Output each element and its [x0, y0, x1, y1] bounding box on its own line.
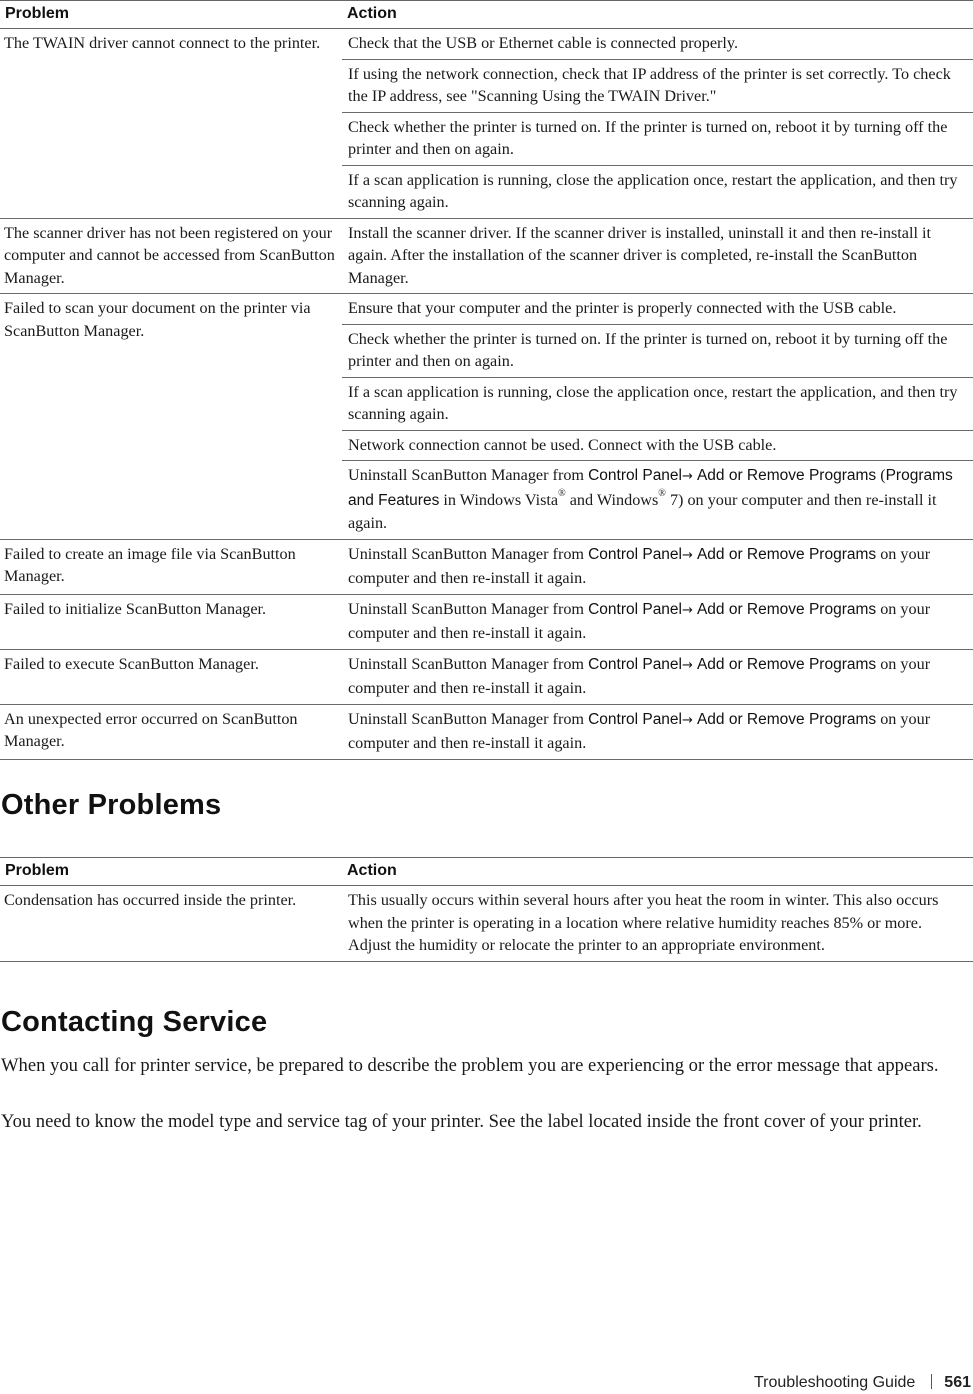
programs-and-features-label: Programs and Features — [348, 467, 953, 509]
add-remove-programs-label: Add or Remove Programs — [696, 545, 877, 563]
action-cell: If using the network connection, check that IP address of the printer is set correctly. To check the IP address, see "Scanning Using the TWAIN Driver." — [342, 59, 973, 112]
service-paragraph-1: When you call for printer service, be prepared to describe the problem you are experiencing or the error message that appears. — [1, 1055, 939, 1076]
page-number: 561 — [944, 1374, 971, 1391]
arrow-icon: → — [682, 657, 693, 673]
action-cell: Uninstall ScanButton Manager from Control Panel→ Add or Remove Programs on your computer and then re-install it again. — [342, 649, 973, 704]
table-row — [0, 294, 973, 325]
contacting-service-heading: Contacting Service — [1, 1006, 268, 1038]
arrow-icon: → — [682, 469, 693, 484]
table-row — [0, 29, 973, 60]
arrow-icon: → — [682, 602, 693, 618]
problem-cell: Failed to initialize ScanButton Manager. — [0, 594, 342, 649]
other-problems-heading: Other Problems — [1, 789, 222, 821]
footer-label: Troubleshooting Guide — [754, 1374, 916, 1391]
action-cell: Uninstall ScanButton Manager from Control Panel→ Add or Remove Programs (Programs and Features in Windows Vista® and Windows® 7) on your computer and then re-install it again. — [342, 461, 973, 540]
arrow-icon: → — [682, 547, 693, 563]
control-panel-label: Control Panel — [588, 467, 682, 484]
action-cell: Network connection cannot be used. Connect with the USB cable. — [342, 430, 973, 461]
problem-cell: The TWAIN driver cannot connect to the printer. — [0, 29, 342, 219]
control-panel-label: Control Panel — [588, 710, 682, 728]
problem-cell: Failed to create an image file via ScanButton Manager. — [0, 539, 342, 594]
action-cell: If a scan application is running, close the application once, restart the application, and then try scanning again. — [342, 165, 973, 218]
action-cell: Uninstall ScanButton Manager from Control Panel→ Add or Remove Programs on your computer and then re-install it again. — [342, 704, 973, 759]
add-remove-programs-label: Add or Remove Programs — [696, 467, 877, 484]
add-remove-programs-label: Add or Remove Programs — [696, 710, 877, 728]
action-cell: Check whether the printer is turned on. If the printer is turned on, reboot it by turning off the printer and then on again. — [342, 324, 973, 377]
arrow-icon: → — [682, 712, 693, 728]
page-footer — [754, 1374, 971, 1392]
action-cell: Install the scanner driver. If the scanner driver is installed, uninstall it and then re-install it again. After the installation of the scanner driver is completed, re-install the ScanButton Manager. — [342, 218, 973, 294]
table-row — [0, 704, 973, 759]
table-row — [0, 594, 973, 649]
problem-cell: Failed to execute ScanButton Manager. — [0, 649, 342, 704]
action-cell: Uninstall ScanButton Manager from Control Panel→ Add or Remove Programs on your computer and then re-install it again. — [342, 539, 973, 594]
action-cell: Ensure that your computer and the printer is properly connected with the USB cable. — [342, 294, 973, 325]
table-row — [0, 218, 973, 294]
action-column-header: Action — [342, 1, 973, 29]
footer-divider — [931, 1374, 932, 1389]
action-cell: If a scan application is running, close the application once, restart the application, and then try scanning again. — [342, 377, 973, 430]
action-column-header: Action — [342, 858, 973, 886]
problem-cell: An unexpected error occurred on ScanButton Manager. — [0, 704, 342, 759]
control-panel-label: Control Panel — [588, 600, 682, 618]
control-panel-label: Control Panel — [588, 655, 682, 673]
action-cell: This usually occurs within several hours after you heat the room in winter. This also occurs when the printer is operating in a location where relative humidity reaches 85% or more. Adjust the humidity or relocate the printer to an appropriate environment. — [342, 886, 973, 962]
add-remove-programs-label: Add or Remove Programs — [696, 600, 877, 618]
table-header-row — [0, 1, 973, 29]
table-row — [0, 649, 973, 704]
other-problems-table — [0, 857, 973, 962]
control-panel-label: Control Panel — [588, 545, 682, 563]
problem-column-header: Problem — [0, 1, 342, 29]
add-remove-programs-label: Add or Remove Programs — [696, 655, 877, 673]
problem-cell: Condensation has occurred inside the printer. — [0, 886, 342, 962]
problem-cell: Failed to scan your document on the printer via ScanButton Manager. — [0, 294, 342, 540]
action-cell: Uninstall ScanButton Manager from Control Panel→ Add or Remove Programs on your computer and then re-install it again. — [342, 594, 973, 649]
problem-column-header: Problem — [0, 858, 342, 886]
action-cell: Check whether the printer is turned on. If the printer is turned on, reboot it by turning off the printer and then on again. — [342, 112, 973, 165]
table-row — [0, 886, 973, 962]
service-paragraph-2: You need to know the model type and service tag of your printer. See the label located inside the front cover of your printer. — [1, 1111, 922, 1132]
action-cell: Check that the USB or Ethernet cable is connected properly. — [342, 29, 973, 60]
table-header-row — [0, 858, 973, 886]
table-row — [0, 539, 973, 594]
problem-cell: The scanner driver has not been registered on your computer and cannot be accessed from ScanButton Manager. — [0, 218, 342, 294]
